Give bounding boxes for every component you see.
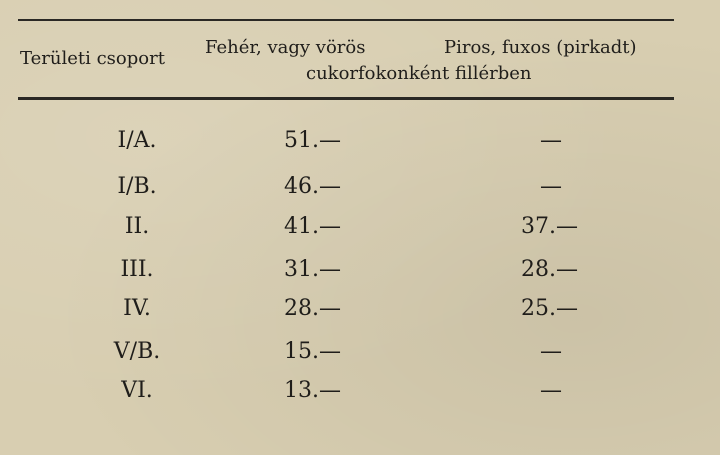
cell-pink-6: — [540, 339, 562, 364]
cell-white-7: 13.— [284, 378, 341, 403]
cell-pink-4: 28.— [521, 257, 578, 282]
cell-pink-7: — [540, 378, 562, 403]
cell-group-1: I/A. [117, 128, 157, 153]
cell-group-3: II. [124, 214, 150, 239]
cell-pink-3: 37.— [521, 214, 578, 239]
header-pink: Piros, fuxos (pirkadt) [444, 37, 637, 58]
header-group: Területi csoport [20, 48, 165, 69]
cell-white-4: 31.— [284, 257, 341, 282]
cell-white-2: 46.— [284, 174, 341, 199]
cell-group-6: V/B. [113, 339, 161, 364]
header-rule [18, 97, 674, 100]
header-white: Fehér, vagy vörös [205, 37, 366, 58]
cell-group-7: VI. [121, 378, 153, 403]
top-rule [18, 19, 674, 21]
cell-white-5: 28.— [284, 296, 341, 321]
cell-pink-1: — [540, 128, 562, 153]
cell-group-5: IV. [123, 296, 151, 321]
cell-white-6: 15.— [284, 339, 341, 364]
cell-group-4: III. [120, 257, 154, 282]
cell-group-2: I/B. [117, 174, 157, 199]
cell-white-3: 41.— [284, 214, 341, 239]
cell-white-1: 51.— [284, 128, 341, 153]
cell-pink-5: 25.— [521, 296, 578, 321]
header-unit: cukorfokonként fillérben [306, 63, 532, 84]
cell-pink-2: — [540, 174, 562, 199]
